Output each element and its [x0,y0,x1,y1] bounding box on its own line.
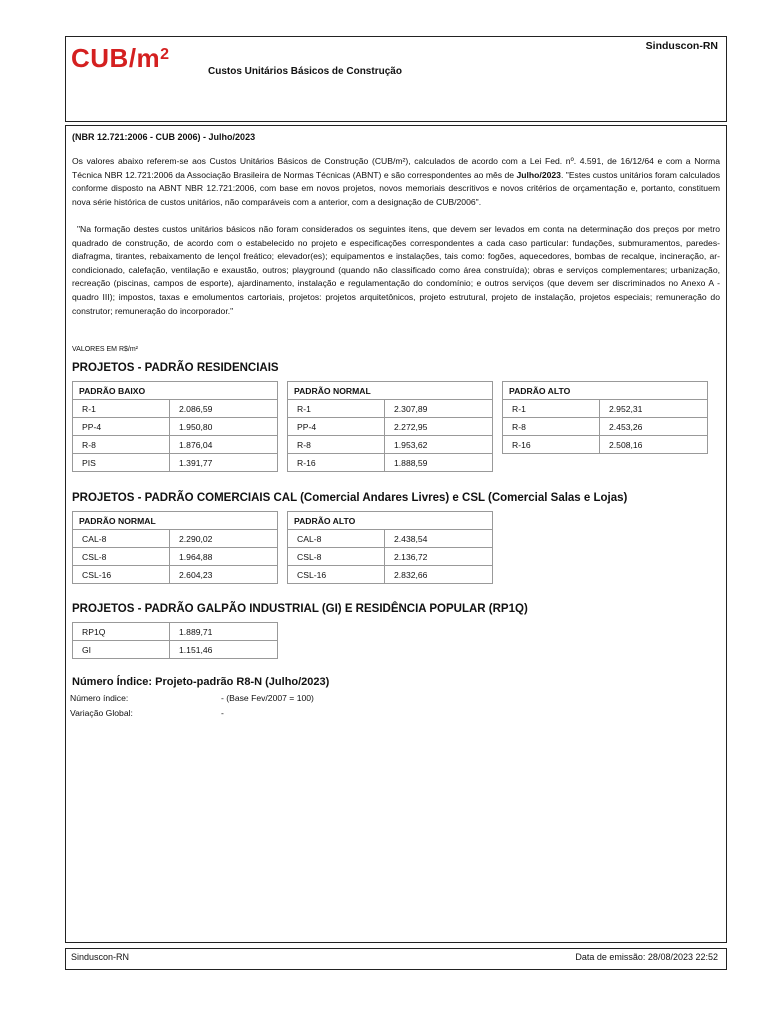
residential-baixo-table [72,381,278,472]
units-note: VALORES EM R$/m² [72,346,138,353]
table-row: PP-4 1.950,80 [73,418,278,436]
table-header: PADRÃO NORMAL [288,382,493,400]
table-row: R-8 1.953,62 [288,436,493,454]
table-row: PP-4 2.272,95 [288,418,493,436]
table-row: CAL-8 2.290,02 [73,530,278,548]
index-section-title: Número Índice: Projeto-padrão R8-N (Julho/2023) [72,676,330,688]
table-row: R-1 2.307,89 [288,400,493,418]
industrial-section-title: PROJETOS - PADRÃO GALPÃO INDUSTRIAL (GI) E RESIDÊNCIA POPULAR (RP1Q) [72,603,528,615]
table-row: CSL-16 2.604,23 [73,566,278,584]
table-header: PADRÃO NORMAL [73,512,278,530]
table-row: R-8 1.876,04 [73,436,278,454]
footer-organization: Sinduscon-RN [71,952,130,962]
index-number-value: - (Base Fev/2007 = 100) [221,693,314,703]
table-row: CAL-8 2.438,54 [288,530,493,548]
intro-paragraph-2: "Na formação destes custos unitários básicos não foram considerados os seguintes itens, que devem ser levados em conta na determinação dos preços por metro quadrado de construção, de acordo com o estabelecido no projeto e especificações correspondentes a cada caso particular: fundações, submuramentos, paredes-diafragma, tirantes, rebaixamento de lençol freático; elevador(es); equipamentos e instalações, tais como: fogões, aquecedores, bombas de recalque, incineração, ar-condicionado, calefação, ventilação e exaustão, outros; playground (quando não classificado como área construída); obras e serviços complementares; urbanização, recreação (piscinas, campos de esporte), ajardinamento, instalação e regulamentação do condomínio; e outros serviços (que devem ser discriminados no Anexo A - quadro III); impostos, taxas e emolumentos cartoriais, projetos: projetos arquitetônicos, projeto estrutural, projeto de instalação, projetos especiais; remuneração do construtor; remuneração do incorporador." [72,224,720,316]
footer-emission-date: Data de emissão: 28/08/2023 22:52 [575,952,718,962]
cub-logo: CUB/$m^2$ [71,43,170,73]
residential-normal-table [287,381,493,472]
footer-box [65,948,727,970]
table-header: PADRÃO BAIXO [73,382,278,400]
header-subtitle: Custos Unitários Básicos de Construção [208,66,402,77]
table-row: CSL-16 2.832,66 [288,566,493,584]
table-row: R-1 2.952,31 [503,400,708,418]
commercial-alto-table [287,511,493,584]
residential-alto-table [502,381,708,454]
table-row: R-16 2.508,16 [503,436,708,454]
index-number-label: Número índice: [70,693,129,703]
header-organization: Sinduscon-RN [645,40,718,52]
index-variation-label: Variação Global: [70,708,133,718]
commercial-normal-table [72,511,278,584]
table-row: GI 1.151,46 [73,641,278,659]
commercial-section-title: PROJETOS - PADRÃO COMERCIAIS CAL (Comercial Andares Livres) e CSL (Comercial Salas e Lojas) [72,492,628,504]
table-row: PIS 1.391,77 [73,454,278,472]
table-header: PADRÃO ALTO [503,382,708,400]
table-row: R-8 2.453,26 [503,418,708,436]
table-row: R-16 1.888,59 [288,454,493,472]
intro-paragraph-1: Os valores abaixo referem-se aos Custos Unitários Básicos de Construção (CUB/m²), calculados de acordo com a Lei Fed. nº. 4.591, de 16/12/64 e com a Norma Técnica NBR 12.721:2006 da Associação Brasileira de Normas Técnicas (ABNT) e são correspondentes ao mês de Julho/2023. "Estes custos unitários foram calculados conforme disposto na ABNT NBR 12.721:2006, com base em novos projetos, novos memoriais descritivos e novos critérios de orçamentação e, portanto, constituem nova série histórica de custos unitários, não comparáveis com a anterior, com a designação de CUB/2006". [72,156,720,207]
table-row: RP1Q 1.889,71 [73,623,278,641]
table-row: R-1 2.086,59 [73,400,278,418]
residential-section-title: PROJETOS - PADRÃO RESIDENCIAIS [72,362,279,374]
reference-title: (NBR 12.721:2006 - CUB 2006) - Julho/2023 [72,132,256,142]
table-row: CSL-8 1.964,88 [73,548,278,566]
header-box [65,36,727,122]
index-variation-value: - [221,708,224,718]
industrial-table [72,622,278,659]
content-box [65,125,727,943]
table-header: PADRÃO ALTO [288,512,493,530]
table-row: CSL-8 2.136,72 [288,548,493,566]
